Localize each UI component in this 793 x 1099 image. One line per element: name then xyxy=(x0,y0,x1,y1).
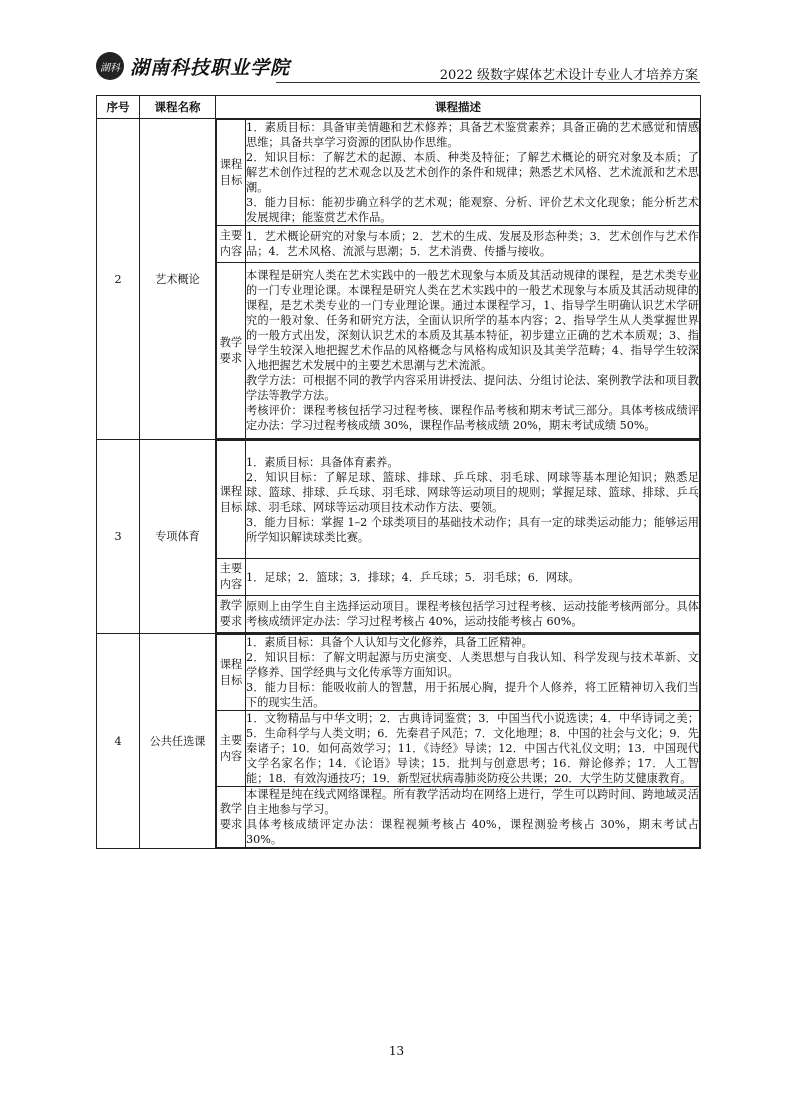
table-row xyxy=(97,119,701,440)
course-description xyxy=(216,119,701,440)
section-label: 主要内容 xyxy=(217,711,246,787)
section-text xyxy=(246,596,700,633)
description-section xyxy=(217,635,700,711)
column-header-no: 序号 xyxy=(97,96,140,119)
section-text-line: 1．艺术概论研究的对象与本质；2．艺术的生成、发展及形态种类；3．艺术创作与艺术作品；4．艺术风格、流派与思潮；5．艺术消费、传播与接收。 xyxy=(246,230,699,258)
section-text xyxy=(246,559,700,596)
page-header xyxy=(96,50,700,86)
section-label: 课程目标 xyxy=(217,441,246,559)
section-text-line: 具体考核成绩评定办法：课程视频考核占 40%，课程测验考核占 30%，期末考试占 30%。 xyxy=(246,818,699,846)
description-section xyxy=(217,441,700,559)
description-section xyxy=(217,711,700,787)
course-number: 4 xyxy=(97,634,140,849)
section-text-line: 1．文物精品与中华文明；2．古典诗词鉴赏；3．中国当代小说选读；4．中华诗词之美；5．生命科学与人类文明；6．先秦君子风范；7．文化地理；8．中国的社会与文化；9．先秦诸子；10．如何高效学习；11．《诗经》导读；12．中国古代礼仪文明；13．中国现代文学名家名作；14．《论语》导读；15．批判与创意思考；16．辩论修养；17．人工智能；18．有效沟通技巧；19．新型冠状病毒肺炎防疫公共课；20．大学生防艾健康教育。 xyxy=(246,712,699,785)
description-section xyxy=(217,263,700,439)
document-title: 2022 级数字媒体艺术设计专业人才培养方案 xyxy=(439,68,698,83)
section-text xyxy=(246,635,700,711)
course-description xyxy=(216,634,701,849)
section-label: 教学要求 xyxy=(217,787,246,848)
section-text-line: 教学方法：可根据不同的教学内容采用讲授法、提问法、分组讨论法、案例教学法和项目教学法等教学方法。 xyxy=(246,374,699,402)
table-row xyxy=(97,440,701,634)
course-name: 公共任选课 xyxy=(140,634,216,849)
table-header-row xyxy=(97,96,701,119)
column-header-desc: 课程描述 xyxy=(216,96,701,119)
table-body xyxy=(97,119,701,849)
description-subtable xyxy=(216,440,700,633)
section-text xyxy=(246,120,700,226)
description-subtable xyxy=(216,634,700,848)
column-header-name: 课程名称 xyxy=(140,96,216,119)
description-section xyxy=(217,787,700,848)
course-name: 艺术概论 xyxy=(140,119,216,440)
description-subtable xyxy=(216,119,700,439)
section-text-line: 原则上由学生自主选择运动项目。课程考核包括学习过程考核、运动技能考核两部分。具体考核成绩评定办法：学习过程考核占 40%，运动技能考核占 60%。 xyxy=(246,600,699,628)
page-number: 13 xyxy=(388,1044,405,1058)
section-text xyxy=(246,226,700,263)
section-text-line: 2．知识目标：了解足球、篮球、排球、乒乓球、羽毛球、网球等基本理论知识；熟悉足球、篮球、排球、乒乓球、羽毛球、网球等运动项目的规则；掌握足球、篮球、排球、乒乓球、羽毛球、网球等运动项目技术动作方法、要领。 xyxy=(246,470,699,514)
section-text-line: 1．素质目标：具备个人认知与文化修养，具备工匠精神。 xyxy=(246,636,533,649)
section-text-line: 考核评价：课程考核包括学习过程考核、课程作品考核和期末考试三部分。具体考核成绩评定办法：学习过程考核成绩 30%，课程作品考核成绩 20%，期末考试成绩 50%。 xyxy=(246,404,699,432)
section-text-line: 2．知识目标：了解文明起源与历史演变、人类思想与自我认知、科学发现与技术革新、文学修养、国学经典与文化传承等方面知识。 xyxy=(246,651,699,679)
table-row xyxy=(97,634,701,849)
section-text xyxy=(246,711,700,787)
course-number: 3 xyxy=(97,440,140,634)
section-text xyxy=(246,787,700,848)
school-logo xyxy=(96,52,290,80)
section-label: 教学要求 xyxy=(217,596,246,633)
section-text xyxy=(246,263,700,439)
section-text-line: 本课程是研究人类在艺术实践中的一般艺术现象与本质及其活动规律的课程，是艺术类专业的一门专业理论课。本课程是研究人类在艺术实践中的一般艺术现象与本质及其活动规律的课程，是艺术类专业的一门专业理论课。通过本课程学习，1、指导学生明确认识艺术学研究的一般对象、任务和研究方法，全面认识所学的基本内容；2、指导学生从人类掌握世界的一般方式出发，深刻认识艺术的本质及其基本特征，初步建立正确的艺术本质观；3、指导学生较深入地把握艺术作品的风格概念与风格构成知识及其美学范畴；4、指导学生较深入地把握艺术发展中的主要艺术思潮与艺术流派。 xyxy=(246,269,699,372)
section-label: 主要内容 xyxy=(217,226,246,263)
course-number: 2 xyxy=(97,119,140,440)
section-text-line: 3．能力目标：掌握 1–2 个球类项目的基础技术动作；具有一定的球类运动能力；能够运用所学知识解读球类比赛。 xyxy=(246,515,699,544)
description-section xyxy=(217,226,700,263)
section-text-line: 1．足球；2．篮球；3．排球；4．乒乓球；5．羽毛球；6．网球。 xyxy=(246,570,580,584)
section-label: 课程目标 xyxy=(217,120,246,226)
section-label: 主要内容 xyxy=(217,559,246,596)
description-section xyxy=(217,120,700,226)
section-text-line: 1．素质目标：具备审美情趣和艺术修养；具备艺术鉴赏素养；具备正确的艺术感觉和情感思维；具备共享学习资源的团队协作思维。 xyxy=(246,121,699,149)
course-table xyxy=(96,95,701,849)
course-name: 专项体育 xyxy=(140,440,216,634)
section-label: 课程目标 xyxy=(217,635,246,711)
header-divider xyxy=(276,82,700,83)
description-section xyxy=(217,596,700,633)
section-text-line: 本课程是纯在线式网络课程。所有教学活动均在网络上进行，学生可以跨时间、跨地域灵活自主地参与学习。 xyxy=(246,788,699,816)
section-text-line: 2．知识目标：了解艺术的起源、本质、种类及特征；了解艺术概论的研究对象及本质；了解艺术创作过程的艺术观念以及艺术创作的条件和规律；熟悉艺术风格、艺术流派和艺术思潮。 xyxy=(246,151,699,194)
section-text-line: 3．能力目标：能初步确立科学的艺术观；能观察、分析、评价艺术文化现象；能分析艺术发展规律；能鉴赏艺术作品。 xyxy=(246,196,699,224)
section-text-line: 3．能力目标：能吸收前人的智慧，用于拓展心胸，提升个人修养，将工匠精神切入我们当下的现实生活。 xyxy=(246,681,699,709)
section-text xyxy=(246,441,700,559)
school-name-logo-text: 湖南科技职业学院 xyxy=(130,56,291,79)
section-label: 教学要求 xyxy=(217,263,246,439)
section-text-line: 1．素质目标：具备体育素养。 xyxy=(246,455,399,469)
description-section xyxy=(217,559,700,596)
course-description xyxy=(216,440,701,634)
school-emblem-icon: 湖科 xyxy=(96,52,124,80)
